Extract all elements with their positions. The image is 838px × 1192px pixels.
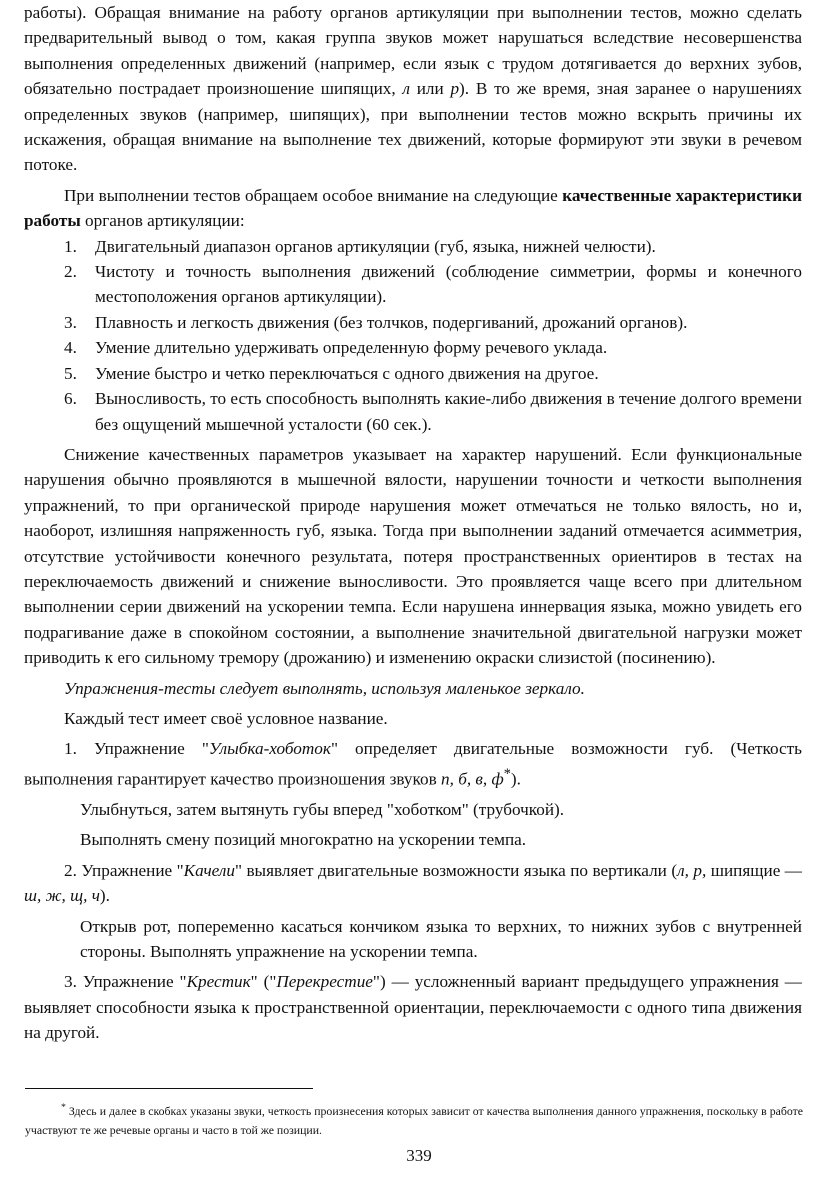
exercise-3: 3. Упражнение "Крестик" ("Перекрестие") — усложненный вариант предыдущего упражнения — выявляет способности языка к пространственной ориентации, переключаемости с одного типа движения на другой. xyxy=(24,972,802,1043)
exercise-1-step-1: Улыбнуться, затем вытянуть губы вперед "хоботком" (трубочкой). xyxy=(80,799,565,819)
characteristics-list xyxy=(24,234,802,437)
page-body xyxy=(24,0,802,1046)
footnote: * Здесь и далее в скобках указаны звуки, четкость произнесения которых зависит от качества выполнения данного упражнения, поскольку в работе участвуют те же речевые органы и часто в той же позиции. xyxy=(25,1102,803,1137)
page-number: 339 xyxy=(406,1146,432,1165)
footnote-divider xyxy=(25,1088,313,1089)
exercise-2: 2. Упражнение "Качели" выявляет двигательные возможности языка по вертикали (л, р, шипящие — ш, ж, щ, ч). xyxy=(24,860,802,906)
exercise-1-step-2: Выполнять смену позиций многократно на ускорении темпа. xyxy=(80,830,527,850)
list-item: 2. Чистоту и точность выполнения движений (соблюдение симметрии, формы и конечного местоположения органов артикуляции). xyxy=(64,262,802,307)
list-item: 4. Умение длительно удерживать определенную форму речевого уклада. xyxy=(64,338,608,358)
paragraph-test-names: Каждый тест имеет своё условное название. xyxy=(64,708,388,728)
list-item: 5. Умение быстро и четко переключаться с одного движения на другое. xyxy=(64,363,599,383)
list-item: 1. Двигательный диапазон органов артикуляции (губ, языка, нижней челюсти). xyxy=(64,236,656,256)
list-item: 3. Плавность и легкость движения (без толчков, подергиваний, дрожаний органов). xyxy=(64,312,688,332)
paragraph-mirror: Упражнения-тесты следует выполнять, используя маленькое зеркало. xyxy=(64,678,585,698)
paragraph-intro: работы). Обращая внимание на работу органов артикуляции при выполнении тестов, можно сделать предварительный вывод о том, какая группа звуков может нарушаться вследствие несовершенства выполнения определенных движений (например, если язык с трудом дотягивается до верхних зубов, обязательно пострадает произношение шипящих, л или р). В то же время, зная заранее о нарушениях определенных звуков (например, шипящих), при выполнении тестов можно вскрыть причины их искажения, обращая внимание на выполнение тех движений, которые формируют эти звуки в речевом потоке. xyxy=(24,3,802,175)
exercise-2-step-1: Открыв рот, попеременно касаться кончиком языка то верхних, то нижних зубов с внутренней стороны. Выполнять упражнение на ускорении темпа. xyxy=(80,916,802,961)
paragraph-characteristics: При выполнении тестов обращаем особое внимание на следующие качественные характеристики работы органов артикуляции: xyxy=(24,185,802,231)
list-item: 6. Выносливость, то есть способность выполнять какие-либо движения в течение долгого времени без ощущений мышечной усталости (60 сек.). xyxy=(64,389,802,434)
paragraph-quality-decrease: Снижение качественных параметров указывает на характер нарушений. Если функциональные нарушения обычно проявляются в мышечной вялости, нарушении точности и четкости выполнения упражнений, то при органической природе нарушения может отмечаться не только вялость, но и, наоборот, излишняя напряженность губ, языка. Тогда при выполнении заданий отмечается асимметрия, отсутствие устойчивости конечного результата, потеря пространственных ориентиров в тестах на переключаемость движений и снижение выносливости. Это проявляется чаще всего при длительном выполнении серии движений на ускорении темпа. Если нарушена иннервация языка, можно увидеть его подрагивание даже в спокойном состоянии, а выполнение значительной двигательной нагрузки может приводить к его сильному тремору (дрожанию) и изменению окраски слизистой (посинению). xyxy=(24,444,802,668)
exercise-1: 1. Упражнение "Улыбка-хоботок" определяет двигательные возможности губ. (Четкость выполнения гарантирует качество произношения звуков п, б, в, ф*). xyxy=(24,739,802,789)
